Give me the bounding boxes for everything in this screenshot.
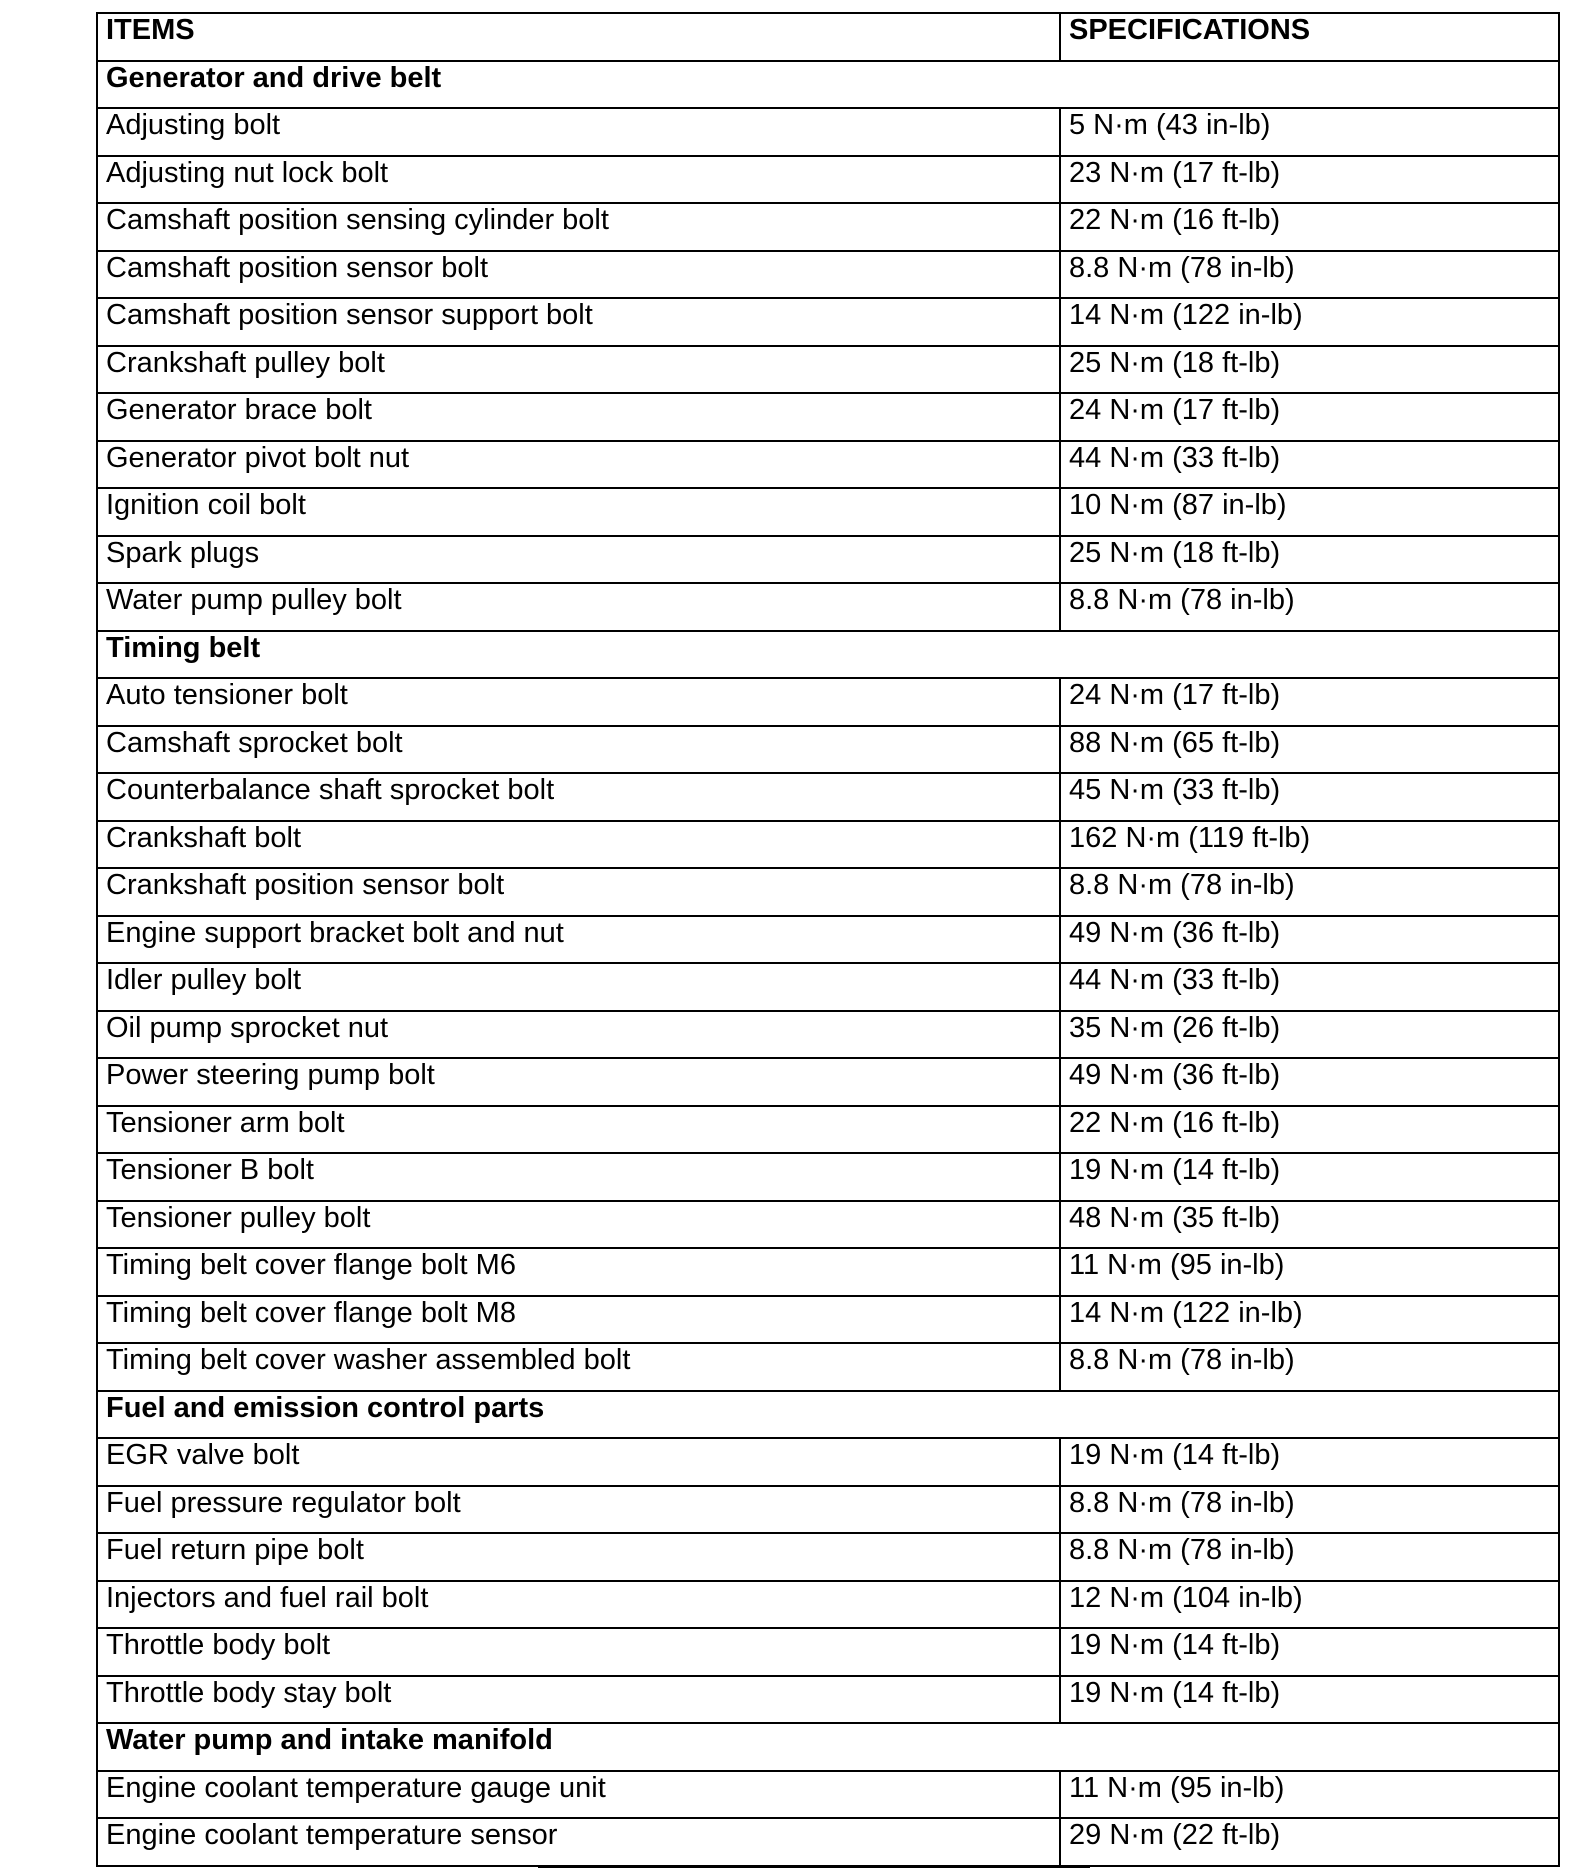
specification-cell: 22 N·m (16 ft-lb) [1060, 1106, 1559, 1154]
item-cell: Oil pump sprocket nut [97, 1011, 1060, 1059]
specification-cell: 11 N·m (95 in-lb) [1060, 1248, 1559, 1296]
section-header-row [97, 631, 1559, 679]
table-row [97, 1153, 1559, 1201]
specification-cell: 49 N·m (36 ft-lb) [1060, 916, 1559, 964]
item-cell: Camshaft sprocket bolt [97, 726, 1060, 774]
item-cell: Fuel pressure regulator bolt [97, 1486, 1060, 1534]
table-row [97, 1533, 1559, 1581]
table-row [97, 1011, 1559, 1059]
item-cell: Crankshaft pulley bolt [97, 346, 1060, 394]
section-title-water-pump-and-intake-manifold: Water pump and intake manifold [97, 1723, 1559, 1771]
item-cell: Adjusting nut lock bolt [97, 156, 1060, 204]
specification-cell: 162 N·m (119 ft-lb) [1060, 821, 1559, 869]
specification-cell: 88 N·m (65 ft-lb) [1060, 726, 1559, 774]
item-cell: Timing belt cover washer assembled bolt [97, 1343, 1060, 1391]
specification-cell: 8.8 N·m (78 in-lb) [1060, 251, 1559, 299]
page-bottom-rule [538, 1866, 1090, 1868]
table-row [97, 1486, 1559, 1534]
item-cell: Power steering pump bolt [97, 1058, 1060, 1106]
item-cell: Auto tensioner bolt [97, 678, 1060, 726]
specification-cell: 11 N·m (95 in-lb) [1060, 1771, 1559, 1819]
item-cell: Generator brace bolt [97, 393, 1060, 441]
item-cell: Adjusting bolt [97, 108, 1060, 156]
table-row [97, 1343, 1559, 1391]
table-row [97, 1581, 1559, 1629]
item-cell: Timing belt cover flange bolt M8 [97, 1296, 1060, 1344]
item-cell: Water pump pulley bolt [97, 583, 1060, 631]
item-cell: Fuel return pipe bolt [97, 1533, 1060, 1581]
torque-spec-table [96, 12, 1560, 1867]
specification-cell: 19 N·m (14 ft-lb) [1060, 1628, 1559, 1676]
specification-cell: 8.8 N·m (78 in-lb) [1060, 1533, 1559, 1581]
item-cell: Ignition coil bolt [97, 488, 1060, 536]
specification-cell: 8.8 N·m (78 in-lb) [1060, 1343, 1559, 1391]
table-row [97, 536, 1559, 584]
section-header-row [97, 61, 1559, 109]
table-row [97, 1296, 1559, 1344]
specification-cell: 24 N·m (17 ft-lb) [1060, 678, 1559, 726]
table-body [97, 61, 1559, 1866]
specifications-column-header: SPECIFICATIONS [1060, 13, 1559, 61]
table-row [97, 298, 1559, 346]
specification-cell: 19 N·m (14 ft-lb) [1060, 1153, 1559, 1201]
table-row [97, 1201, 1559, 1249]
specification-cell: 25 N·m (18 ft-lb) [1060, 536, 1559, 584]
table-row [97, 868, 1559, 916]
item-cell: Spark plugs [97, 536, 1060, 584]
specification-cell: 45 N·m (33 ft-lb) [1060, 773, 1559, 821]
item-cell: Counterbalance shaft sprocket bolt [97, 773, 1060, 821]
item-cell: EGR valve bolt [97, 1438, 1060, 1486]
specification-cell: 12 N·m (104 in-lb) [1060, 1581, 1559, 1629]
section-title-generator-and-drive-belt: Generator and drive belt [97, 61, 1559, 109]
table-row [97, 1438, 1559, 1486]
table-row [97, 346, 1559, 394]
item-cell: Injectors and fuel rail bolt [97, 1581, 1060, 1629]
item-cell: Engine coolant temperature sensor [97, 1818, 1060, 1866]
item-cell: Idler pulley bolt [97, 963, 1060, 1011]
table-header-row [97, 13, 1559, 61]
item-cell: Crankshaft position sensor bolt [97, 868, 1060, 916]
item-cell: Camshaft position sensor support bolt [97, 298, 1060, 346]
item-cell: Timing belt cover flange bolt M6 [97, 1248, 1060, 1296]
specification-cell: 35 N·m (26 ft-lb) [1060, 1011, 1559, 1059]
section-header-row [97, 1723, 1559, 1771]
table-row [97, 1248, 1559, 1296]
section-title-fuel-and-emission-control-parts: Fuel and emission control parts [97, 1391, 1559, 1439]
specification-cell: 29 N·m (22 ft-lb) [1060, 1818, 1559, 1866]
table-row [97, 726, 1559, 774]
item-cell: Generator pivot bolt nut [97, 441, 1060, 489]
table-row [97, 963, 1559, 1011]
item-cell: Camshaft position sensing cylinder bolt [97, 203, 1060, 251]
specification-cell: 8.8 N·m (78 in-lb) [1060, 1486, 1559, 1534]
specification-cell: 22 N·m (16 ft-lb) [1060, 203, 1559, 251]
section-title-timing-belt: Timing belt [97, 631, 1559, 679]
specification-cell: 48 N·m (35 ft-lb) [1060, 1201, 1559, 1249]
item-cell: Engine coolant temperature gauge unit [97, 1771, 1060, 1819]
specification-cell: 10 N·m (87 in-lb) [1060, 488, 1559, 536]
table-row [97, 1771, 1559, 1819]
table-row [97, 108, 1559, 156]
specification-cell: 23 N·m (17 ft-lb) [1060, 156, 1559, 204]
item-cell: Throttle body bolt [97, 1628, 1060, 1676]
table-row [97, 1058, 1559, 1106]
table-row [97, 251, 1559, 299]
table-row [97, 156, 1559, 204]
specification-cell: 5 N·m (43 in-lb) [1060, 108, 1559, 156]
item-cell: Crankshaft bolt [97, 821, 1060, 869]
specification-cell: 24 N·m (17 ft-lb) [1060, 393, 1559, 441]
table-row [97, 488, 1559, 536]
item-cell: Camshaft position sensor bolt [97, 251, 1060, 299]
section-header-row [97, 1391, 1559, 1439]
specification-cell: 8.8 N·m (78 in-lb) [1060, 583, 1559, 631]
specification-cell: 19 N·m (14 ft-lb) [1060, 1676, 1559, 1724]
table-row [97, 1818, 1559, 1866]
table-row [97, 393, 1559, 441]
item-cell: Throttle body stay bolt [97, 1676, 1060, 1724]
specification-cell: 25 N·m (18 ft-lb) [1060, 346, 1559, 394]
item-cell: Tensioner arm bolt [97, 1106, 1060, 1154]
specification-cell: 19 N·m (14 ft-lb) [1060, 1438, 1559, 1486]
table-row [97, 583, 1559, 631]
items-column-header: ITEMS [97, 13, 1060, 61]
specification-cell: 14 N·m (122 in-lb) [1060, 298, 1559, 346]
specification-cell: 8.8 N·m (78 in-lb) [1060, 868, 1559, 916]
table-row [97, 1628, 1559, 1676]
table-row [97, 916, 1559, 964]
specification-cell: 44 N·m (33 ft-lb) [1060, 963, 1559, 1011]
table-row [97, 678, 1559, 726]
table-row [97, 773, 1559, 821]
table-row [97, 821, 1559, 869]
item-cell: Tensioner B bolt [97, 1153, 1060, 1201]
item-cell: Engine support bracket bolt and nut [97, 916, 1060, 964]
table-row [97, 1676, 1559, 1724]
specification-cell: 44 N·m (33 ft-lb) [1060, 441, 1559, 489]
table-row [97, 441, 1559, 489]
table-row [97, 1106, 1559, 1154]
specification-cell: 14 N·m (122 in-lb) [1060, 1296, 1559, 1344]
specification-cell: 49 N·m (36 ft-lb) [1060, 1058, 1559, 1106]
table-row [97, 203, 1559, 251]
item-cell: Tensioner pulley bolt [97, 1201, 1060, 1249]
